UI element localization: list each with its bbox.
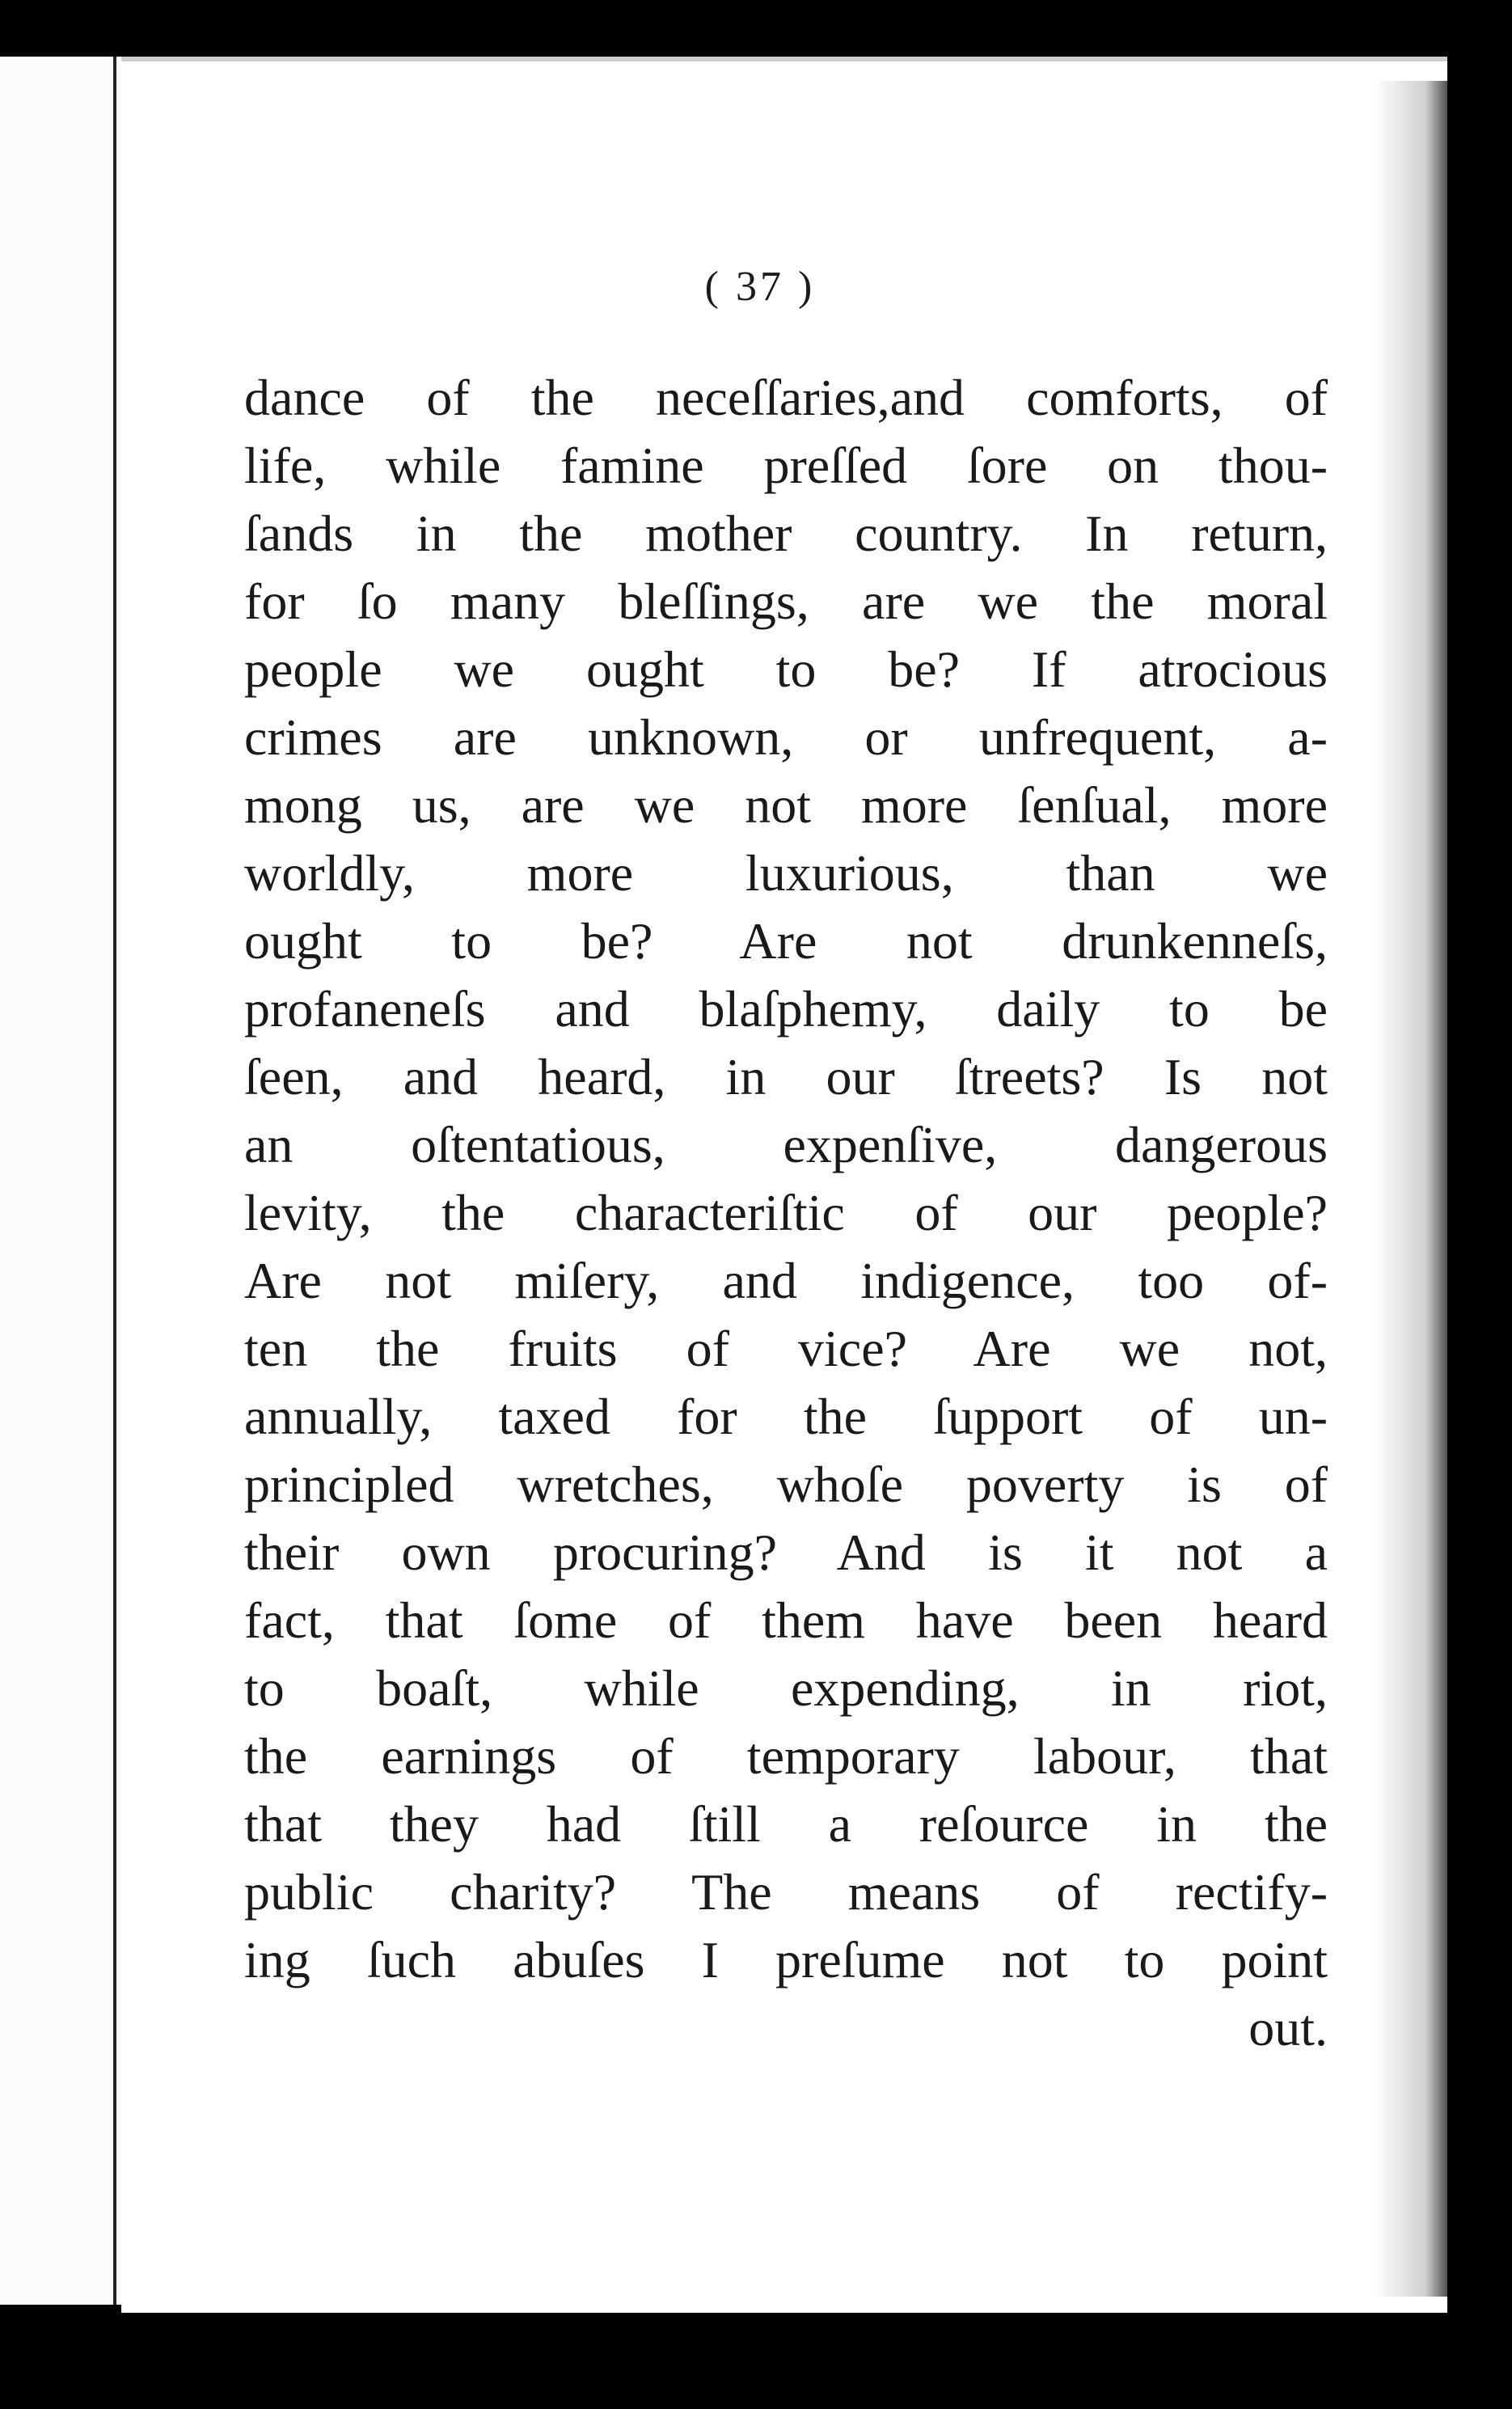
text-line: crimes are unknown, or unfrequent, a- — [244, 708, 1328, 766]
page-top-edge — [121, 57, 1447, 61]
text-line: mong us, are we not more ſenſual, more — [244, 776, 1328, 834]
text-line: levity, the characteriſtic of our people? — [244, 1184, 1328, 1241]
gutter-line — [113, 57, 116, 2305]
text-line: ſands in the mother country. In return, — [244, 505, 1328, 562]
text-line: annually, taxed for the ſupport of un- — [244, 1388, 1328, 1445]
text-line: the earnings of temporary labour, that — [244, 1727, 1328, 1785]
text-line: their own procuring? And is it not a — [244, 1524, 1328, 1581]
text-line: to boaſt, while expending, in riot, — [244, 1659, 1328, 1717]
page-number: ( 37 ) — [704, 264, 816, 310]
text-line: for ſo many bleſſings, are we the moral — [244, 573, 1328, 630]
text-line: people we ought to be? If atrocious — [244, 640, 1328, 698]
text-line: fact, that ſome of them have been heard — [244, 1591, 1328, 1649]
text-line: dance of the neceſſaries,and comforts, of — [244, 369, 1328, 426]
text-line: worldly, more luxurious, than we — [244, 844, 1328, 902]
text-line: life, while famine preſſed ſore on thou- — [244, 437, 1328, 494]
text-line: ought to be? Are not drunkenneſs, — [244, 912, 1328, 970]
text-line: Are not miſery, and indigence, too of- — [244, 1252, 1328, 1309]
body-text — [244, 364, 1328, 2062]
previous-page-edge — [0, 57, 126, 2305]
book-page — [121, 57, 1447, 2313]
text-line: ten the fruits of vice? Are we not, — [244, 1320, 1328, 1377]
text-line: ing ſuch abuſes I preſume not to point — [244, 1931, 1328, 1988]
catchword: out. — [1248, 1999, 1328, 2056]
text-line: profaneneſs and blaſphemy, daily to be — [244, 980, 1328, 1038]
text-line: ſeen, and heard, in our ſtreets? Is not — [244, 1048, 1328, 1105]
text-line: that they had ſtill a reſource in the — [244, 1795, 1328, 1853]
text-line: public charity? The means of rectify- — [244, 1863, 1328, 1921]
text-line: an oſtentatious, expenſive, dangerous — [244, 1116, 1328, 1173]
page-edge-shadow — [1375, 81, 1447, 2297]
text-line: principled wretches, whoſe poverty is of — [244, 1456, 1328, 1513]
